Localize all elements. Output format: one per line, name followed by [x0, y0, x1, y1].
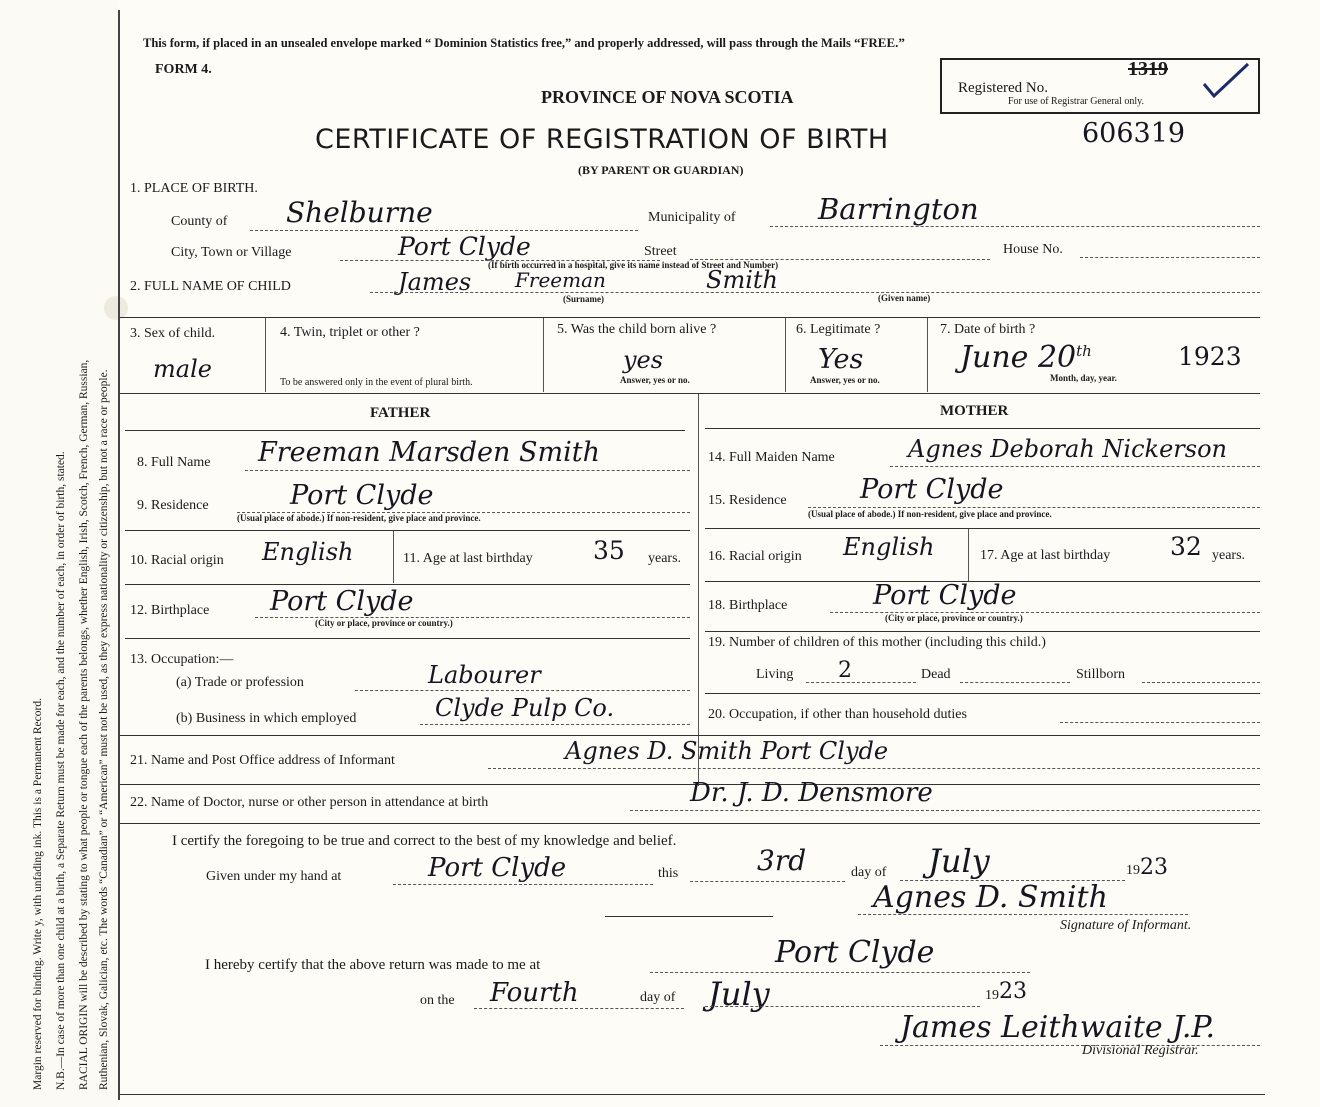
form-number: FORM 4. — [155, 62, 212, 77]
father-residence-note: (Usual place of abode.) If non-resident, give place and province. — [237, 513, 481, 523]
twin-note: To be answered only in the event of plural birth. — [280, 377, 473, 388]
document-title: CERTIFICATE OF REGISTRATION OF BIRTH — [315, 124, 889, 155]
row3-top-rule — [120, 317, 1260, 318]
doctor-label: 22. Name of Doctor, nurse or other person in attendance at birth — [130, 795, 489, 810]
row3-divider-4 — [927, 318, 928, 392]
registrar-day-rule — [474, 1008, 684, 1009]
given-place-value: Port Clyde — [428, 853, 567, 883]
doctor-value: Dr. J. D. Densmore — [690, 778, 933, 808]
stillborn-rule — [1142, 682, 1260, 683]
father-sep-1 — [125, 530, 690, 531]
registrar-signature-rule — [880, 1045, 1260, 1046]
informant-rule — [488, 768, 1260, 769]
province-heading: PROVINCE OF NOVA SCOTIA — [541, 87, 794, 107]
cert-year-value: 23 — [1140, 855, 1168, 880]
registered-note: For use of Registrar General only. — [1008, 96, 1144, 107]
mother-age-value: 32 — [1170, 532, 1202, 561]
business-value: Clyde Pulp Co. — [435, 694, 615, 722]
parents-bottom-rule — [120, 735, 1260, 736]
legitimate-value: Yes — [818, 344, 864, 375]
mother-residence-rule — [808, 507, 1260, 508]
registered-number: 1319 — [1128, 58, 1168, 80]
informant-signature-left-rule — [605, 916, 773, 917]
mother-birthplace-label: 18. Birthplace — [708, 598, 788, 613]
date-suffix: th — [1076, 342, 1092, 360]
informant-value: Agnes D. Smith Port Clyde — [565, 737, 889, 765]
father-birthplace-note: (City or place, province or country.) — [315, 618, 453, 628]
registrar-month-value: July — [708, 975, 770, 1013]
business-label: (b) Business in which employed — [176, 711, 357, 726]
father-residence-value: Port Clyde — [290, 480, 434, 511]
mother-name-value: Agnes Deborah Nickerson — [908, 435, 1227, 463]
margin-rule — [118, 10, 120, 1100]
child-name-middle: Freeman — [515, 268, 606, 292]
form-bottom-rule — [120, 1094, 1265, 1095]
city-label: City, Town or Village — [171, 245, 292, 260]
cert-day-of-label: day of — [851, 865, 887, 880]
registrar-year-prefix: 19 — [985, 988, 999, 1003]
mother-heading: MOTHER — [940, 403, 1009, 419]
mother-residence-value: Port Clyde — [860, 474, 1004, 505]
informant-signature-label: Signature of Informant. — [1060, 918, 1192, 933]
living-rule — [806, 682, 916, 683]
margin-note-racial-origin: RACIAL ORIGIN will be described by stating to what people or tongue each of the parents belongs, whether English, Irish, Scotch, French, German, Russian, — [78, 359, 90, 1090]
date-note: Month, day, year. — [1050, 373, 1117, 383]
house-number-rule — [1080, 257, 1260, 258]
date-of-birth-year: 1923 — [1178, 342, 1242, 371]
registered-label: Registered No. — [958, 80, 1048, 96]
place-of-birth-label: 1. PLACE OF BIRTH. — [130, 181, 258, 196]
mother-birthplace-note: (City or place, province or country.) — [885, 613, 1023, 623]
mother-sep-4 — [705, 693, 1260, 694]
alive-label: 5. Was the child born alive ? — [557, 322, 717, 337]
registrar-day-value: Fourth — [490, 978, 579, 1008]
margin-note-binding: Margin reserved for binding. Write y, with unfading ink. This is a Permanent Record. — [32, 698, 44, 1090]
municipality-label: Municipality of — [648, 210, 736, 225]
father-race-divider — [393, 531, 394, 583]
mother-residence-label: 15. Residence — [708, 493, 787, 508]
children-count-label: 19. Number of children of this mother (including this child.) — [708, 635, 1046, 650]
certificate-number: 606319 — [1082, 118, 1186, 149]
cert-day-rule — [690, 881, 845, 882]
father-age-label: 11. Age at last birthday — [403, 551, 533, 566]
given-place-rule — [393, 884, 653, 885]
stillborn-label: Stillborn — [1076, 667, 1126, 682]
document-subtitle: (BY PARENT OR GUARDIAN) — [578, 163, 744, 177]
registrar-signature: James Leithwaite J.P. — [900, 1010, 1216, 1045]
mother-residence-note: (Usual place of abode.) If non-resident, give place and province. — [808, 509, 1052, 519]
registrar-certify-text: I hereby certify that the above return was made to me at — [205, 957, 541, 973]
county-rule — [250, 230, 638, 231]
mother-birthplace-value: Port Clyde — [873, 580, 1017, 611]
mother-heading-rule — [705, 428, 1260, 429]
row3-divider-1 — [265, 318, 266, 392]
legitimate-note: Answer, yes or no. — [810, 375, 880, 385]
father-birthplace-label: 12. Birthplace — [130, 603, 210, 618]
father-heading: FATHER — [370, 405, 431, 421]
alive-note: Answer, yes or no. — [620, 375, 690, 385]
registrar-place-rule — [650, 972, 1030, 973]
cert-month-value: July — [928, 842, 990, 880]
child-name-label: 2. FULL NAME OF CHILD — [130, 279, 291, 294]
cert-day-value: 3rd — [757, 844, 807, 877]
child-name-rule — [370, 292, 1260, 293]
twin-label: 4. Twin, triplet or other ? — [280, 325, 420, 340]
given-under-label: Given under my hand at — [206, 869, 342, 884]
living-label: Living — [756, 667, 794, 682]
county-value: Shelburne — [286, 196, 433, 229]
mother-sep-1 — [705, 528, 1260, 529]
street-label: Street — [644, 244, 677, 259]
occupation-label: 13. Occupation:— — [130, 652, 234, 667]
mother-name-label: 14. Full Maiden Name — [708, 450, 835, 465]
trade-value: Labourer — [428, 661, 541, 689]
registrar-day-of-label: day of — [640, 990, 676, 1005]
informant-signature-rule — [858, 914, 1188, 915]
father-heading-rule — [125, 430, 685, 431]
registered-number-box — [940, 58, 1260, 114]
row3-divider-2 — [543, 318, 544, 392]
mother-race-value: English — [843, 533, 935, 561]
doctor-sep — [120, 823, 1260, 824]
parents-divider — [698, 394, 699, 786]
alive-value: yes — [623, 346, 664, 374]
sex-value: male — [153, 355, 212, 383]
living-value: 2 — [838, 658, 852, 683]
municipality-rule — [770, 226, 1260, 227]
on-the-label: on the — [420, 993, 455, 1008]
house-number-label: House No. — [1003, 242, 1063, 257]
father-race-value: English — [262, 538, 354, 566]
row3-divider-3 — [785, 318, 786, 392]
informant-signature: Agnes D. Smith — [873, 880, 1108, 915]
mother-age-label: 17. Age at last birthday — [980, 548, 1111, 563]
margin-note-multiple-births: N.B.—In case of more than one child at a birth, a Separate Return must be made for each, and the number of each, in order of birth, stated. — [55, 451, 67, 1090]
child-name-first: James — [398, 268, 472, 296]
registrar-place-value: Port Clyde — [775, 935, 935, 970]
row3-bottom-rule — [120, 393, 1260, 394]
mother-sep-3 — [705, 631, 1260, 632]
given-name-note: (Given name) — [878, 293, 931, 303]
cert-year-prefix: 19 — [1126, 863, 1140, 878]
mother-race-label: 16. Racial origin — [708, 549, 802, 564]
father-name-label: 8. Full Name — [137, 455, 211, 470]
county-label: County of — [171, 214, 228, 229]
father-sep-3 — [125, 638, 690, 639]
child-name-last: Smith — [706, 266, 778, 294]
business-rule — [420, 724, 690, 725]
checkmark-icon — [1202, 62, 1252, 102]
dead-rule — [960, 682, 1070, 683]
city-value: Port Clyde — [398, 232, 531, 261]
father-age-value: 35 — [593, 536, 625, 565]
margin-note-nationality: Ruthenian, Slovak, Galician, etc. The words “Canadian” or “American” must not be used, as they express nationality or citizenship, but not a race or people. — [98, 369, 110, 1090]
informant-label: 21. Name and Post Office address of Informant — [130, 753, 395, 768]
registrar-month-rule — [705, 1006, 980, 1007]
father-name-rule — [245, 470, 690, 471]
doctor-rule — [630, 810, 1260, 811]
registrar-signature-label: Divisional Registrar. — [1082, 1043, 1199, 1058]
municipality-value: Barrington — [818, 192, 979, 226]
mother-years-label: years. — [1212, 548, 1246, 563]
dead-label: Dead — [921, 667, 951, 682]
date-of-birth-value: June 20th — [960, 340, 1092, 375]
father-residence-label: 9. Residence — [137, 498, 209, 513]
trade-rule — [355, 690, 690, 691]
registrar-year-value: 23 — [999, 979, 1027, 1004]
mother-occupation-label: 20. Occupation, if other than household duties — [708, 707, 967, 722]
trade-label: (a) Trade or profession — [176, 675, 304, 690]
father-birthplace-value: Port Clyde — [270, 586, 414, 617]
free-mark: “FREE.” — [853, 35, 905, 50]
hospital-note: (If birth occurred in a hospital, give its name instead of Street and Number) — [488, 260, 779, 270]
father-years-label: years. — [648, 551, 682, 566]
father-sep-2 — [125, 584, 690, 585]
father-name-value: Freeman Marsden Smith — [258, 437, 600, 468]
certification-text: I certify the foregoing to be true and correct to the best of my knowledge and belief. — [172, 833, 677, 849]
sex-label: 3. Sex of child. — [130, 326, 216, 341]
mother-race-divider — [968, 529, 969, 581]
date-of-birth-label: 7. Date of birth ? — [940, 322, 1036, 337]
mother-name-rule — [890, 466, 1260, 467]
surname-note: (Surname) — [563, 294, 604, 304]
mother-occupation-rule — [1060, 722, 1260, 723]
mailing-notice: This form, if placed in an unsealed envelope marked “ Dominion Statistics free,” and properly addressed, will pass through the Mails “FREE.” — [143, 35, 905, 50]
this-label: this — [658, 866, 679, 881]
legitimate-label: 6. Legitimate ? — [796, 322, 881, 337]
father-race-label: 10. Racial origin — [130, 553, 224, 568]
